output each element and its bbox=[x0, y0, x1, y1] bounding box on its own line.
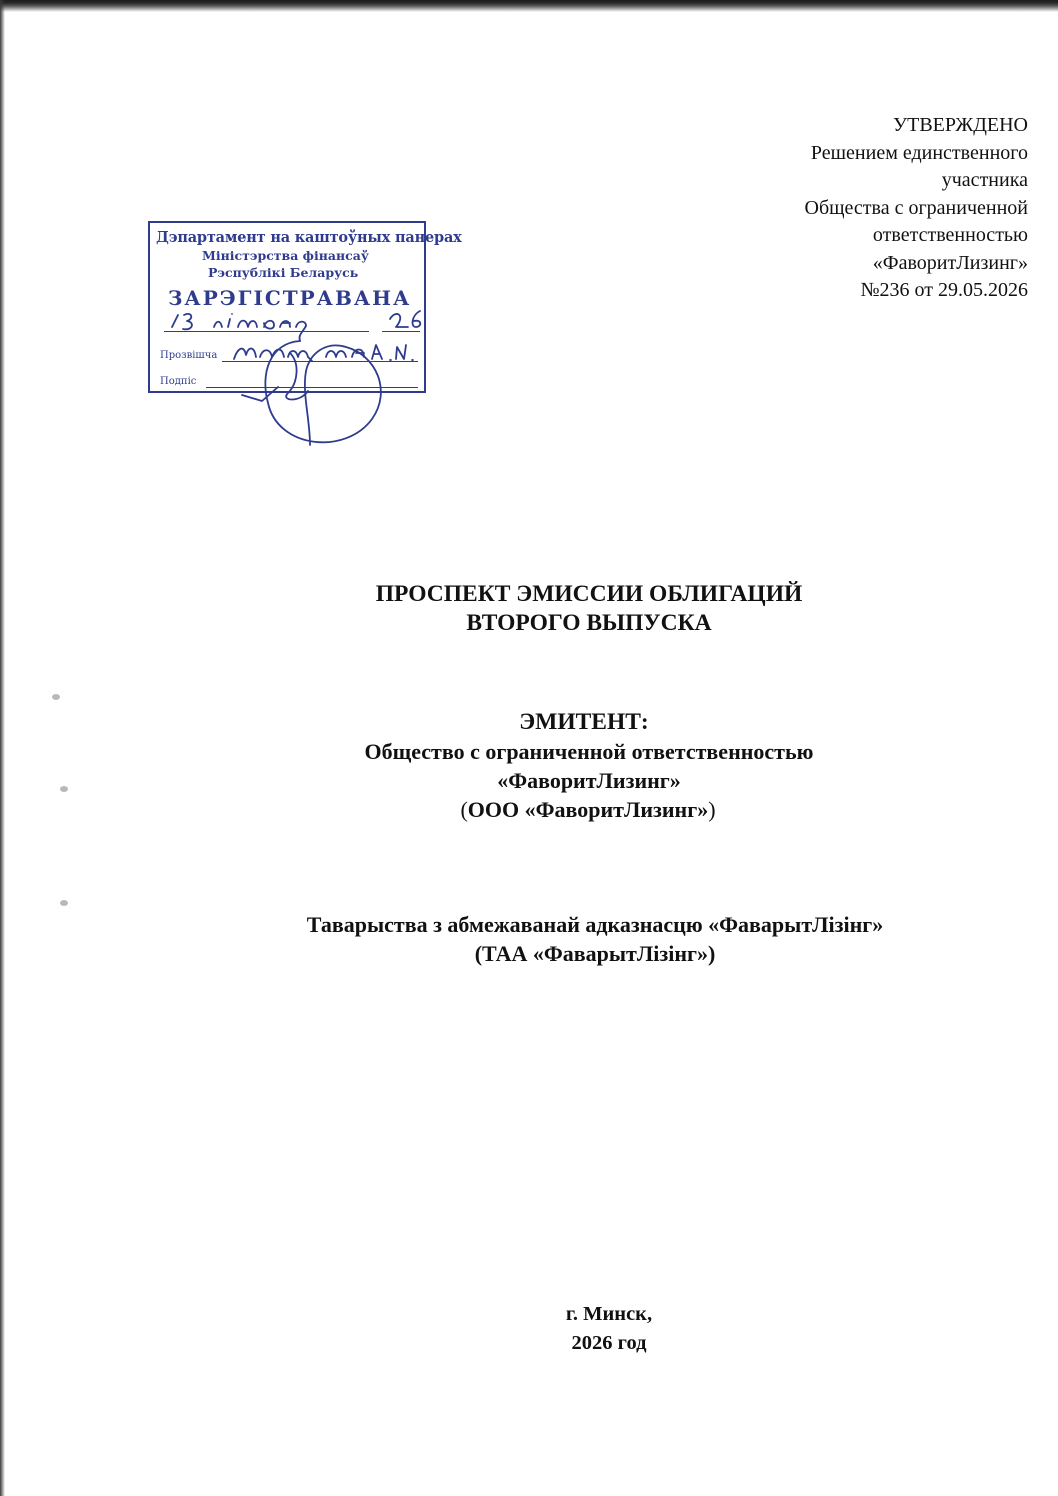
approval-line: «ФаворитЛизинг» bbox=[872, 251, 1028, 274]
place-and-year bbox=[0, 1300, 1058, 1358]
document-title bbox=[0, 580, 1058, 638]
stamp-signature-label: Подпіс bbox=[160, 376, 197, 387]
approval-line: Общества с ограниченной bbox=[804, 196, 1028, 219]
approval-block bbox=[708, 112, 1028, 305]
approval-line: Решением единственного bbox=[810, 141, 1028, 164]
issuer-short-name: ООО «ФаворитЛизинг» bbox=[467, 797, 709, 822]
scan-top-edge bbox=[0, 0, 1058, 12]
issuer-open-paren: ( bbox=[460, 797, 468, 822]
stamp-department: Дэпартамент на каштоўных панерах bbox=[156, 229, 462, 246]
place-year: 2026 год bbox=[571, 1332, 647, 1354]
approval-decision-number: №236 от 29.05.2026 bbox=[860, 279, 1028, 301]
punch-hole-mark bbox=[60, 900, 68, 906]
issuer-close-paren: ) bbox=[708, 797, 716, 822]
place-city: г. Минск, bbox=[565, 1303, 653, 1325]
stamp-surname-label: Прозвішча bbox=[160, 350, 218, 361]
stamp-registered: ЗАРЭГІСТРАВАНА bbox=[168, 286, 412, 310]
issuer-short-name-line bbox=[0, 795, 1058, 824]
belarusian-name-block bbox=[0, 910, 1058, 968]
belarusian-full-name: Таварыства з абмежаванай адказнасцю «ФаварытЛізінг» bbox=[306, 912, 884, 937]
belarusian-short-name: (ТАА «ФаварытЛізінг») bbox=[474, 941, 716, 966]
issuer-block bbox=[0, 708, 1058, 824]
issuer-full-name: Общество с ограниченной ответственностью bbox=[364, 739, 814, 764]
stamp-handwriting bbox=[150, 223, 428, 463]
title-line-2: ВТОРОГО ВЫПУСКА bbox=[466, 610, 712, 636]
approval-line: ответственностью bbox=[872, 224, 1028, 246]
issuer-brand: «ФаворитЛизинг» bbox=[497, 768, 681, 793]
stamp-ministry: Міністэрства фінансаў bbox=[202, 248, 369, 263]
title-line-1: ПРОСПЕКТ ЭМИССИИ ОБЛИГАЦИЙ bbox=[375, 581, 803, 607]
punch-hole-mark bbox=[52, 694, 60, 700]
stamp-republic: Рэспублікі Беларусь bbox=[208, 265, 359, 280]
issuer-label: ЭМИТЕНТ: bbox=[519, 709, 649, 735]
approval-heading: УТВЕРЖДЕНО bbox=[892, 114, 1028, 136]
approval-line: участника bbox=[941, 169, 1028, 191]
registration-stamp bbox=[148, 221, 462, 393]
